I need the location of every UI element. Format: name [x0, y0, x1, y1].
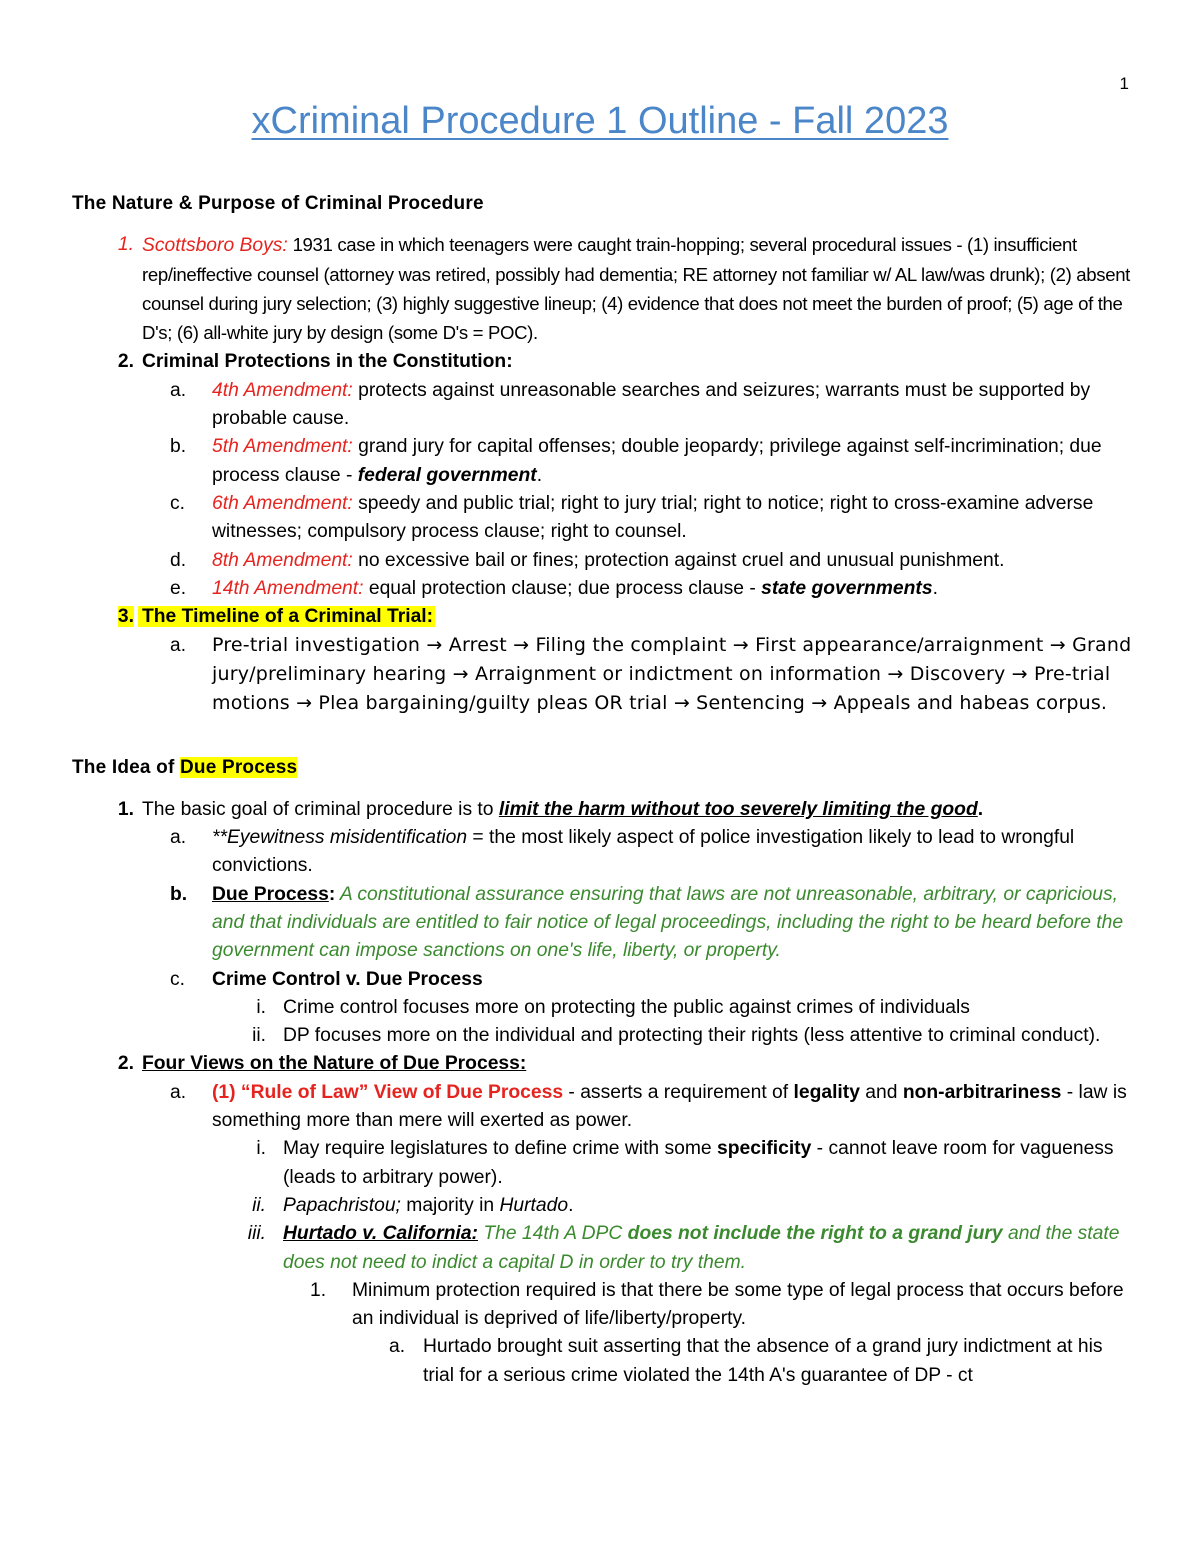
page-number: 1	[1119, 74, 1129, 93]
item-text: - cannot leave room for vagueness (leads to arbitrary power).	[283, 1138, 1114, 1188]
view-term: (1) “Rule of Law” View of Due Process	[212, 1081, 564, 1103]
case-name: Hurtado v. California:	[283, 1223, 478, 1245]
item-text: no excessive bail or fines; protection against cruel and unusual punishment.	[352, 549, 1005, 571]
list-item	[72, 796, 1132, 824]
item-text: protects against unreasonable searches and seizures; warrants must be supported by probable cause.	[212, 379, 1091, 430]
list-item	[72, 994, 1132, 1022]
item-text: Crime control focuses more on protecting the public against crimes of individuals	[283, 996, 970, 1018]
list-item	[72, 547, 1132, 575]
item-text: Hurtado brought suit asserting that the absence of a grand jury indictment at his trial for a serious crime violated the 14th A's guarantee of DP - ct	[423, 1336, 1103, 1386]
list-marker: c.	[170, 968, 185, 990]
item-label: Crime Control v. Due Process	[212, 968, 483, 990]
item-label: Four Views on the Nature of Due Process:	[142, 1053, 527, 1075]
item-text: and	[859, 1081, 903, 1103]
holding-emphasis: does not include the right to a grand jury	[627, 1223, 1003, 1245]
item-text: - law is something more than mere will exerted as power.	[212, 1081, 1127, 1132]
list-item	[72, 1022, 1132, 1050]
list-marker	[97, 603, 134, 631]
amendment-term: 4th Amendment:	[212, 379, 353, 401]
list-item	[72, 881, 1132, 966]
item-label: The Timeline of a Criminal Trial:	[138, 606, 435, 627]
list-item	[72, 1220, 1132, 1277]
list-marker: a.	[170, 379, 187, 401]
definition-term: Due Process	[212, 883, 329, 905]
list-marker: a.	[389, 1336, 406, 1358]
list-item	[72, 1050, 1132, 1078]
list-marker: b.	[170, 436, 187, 458]
amendment-term: 14th Amendment:	[212, 577, 364, 599]
highlighted-marker: 3.	[117, 606, 134, 628]
list-marker: b.	[170, 883, 188, 905]
emphasis: specificity	[717, 1138, 812, 1160]
item-text: The basic goal of criminal procedure is to	[142, 798, 499, 820]
amendment-term: 8th Amendment:	[212, 549, 353, 571]
document-title: xCriminal Procedure 1 Outline - Fall 2023	[251, 100, 949, 142]
list-marker: a.	[170, 1081, 187, 1103]
item-text: 1931 case in which teenagers were caught train-hopping; several procedural issues - (1) insufficient rep/ineffective counsel (attorney was retired, possibly had dementia; RE attorney not familiar w/ AL law/was drunk); (2) absent counsel during jury selection; (3) highly suggestive lineup; (4) evidence that does not meet the burden of proof; (5) age of the D's; (6) all-white jury by design (some D's = POC).	[142, 234, 1131, 344]
emphasis: limit the harm without too severely limiting the good	[498, 798, 978, 820]
emphasis: non-arbitrariness	[902, 1081, 1062, 1103]
amendment-term: 5th Amendment:	[212, 436, 353, 458]
item-text: grand jury for capital offenses; double jeopardy; privilege against self-incrimination; due process clause -	[212, 436, 1102, 486]
punctuation: .	[536, 464, 543, 486]
list-item	[72, 603, 1132, 631]
emphasis: legality	[793, 1081, 860, 1103]
holding-text: The 14th A DPC	[477, 1223, 628, 1245]
definition-text: A constitutional assurance ensuring that laws are not unreasonable, arbitrary, or capricious, and that individuals are entitled to fair notice of legal proceedings, including the right to be heard before the government can impose sanctions on one's life, liberty, or property.	[212, 883, 1124, 962]
list-marker: 2.	[117, 1053, 134, 1075]
list-item	[72, 1192, 1132, 1220]
list-marker: 1.	[310, 1279, 327, 1301]
section-heading: The Nature & Purpose of Criminal Procedure	[72, 193, 484, 214]
item-text: majority in	[400, 1194, 500, 1216]
list-marker: e.	[170, 577, 187, 599]
list-item	[72, 433, 1132, 490]
list-item	[72, 1135, 1132, 1192]
item-term: **Eyewitness misidentification	[212, 827, 468, 849]
list-marker: 2.	[117, 351, 134, 373]
punctuation: .	[977, 798, 984, 820]
heading-highlight: Due Process	[179, 757, 298, 779]
list-item	[72, 575, 1132, 603]
list-marker: i.	[256, 996, 266, 1018]
punctuation: .	[568, 1194, 574, 1216]
case-name: Hurtado	[499, 1194, 569, 1216]
case-name: Papachristou;	[283, 1194, 401, 1216]
holding-text: and the state does not need to indict a capital D in order to try them.	[283, 1223, 1120, 1273]
section-heading	[72, 754, 1132, 782]
emphasis: federal government	[357, 464, 537, 486]
list-marker: c.	[170, 492, 185, 514]
item-text: equal protection clause; due process clause -	[363, 577, 762, 599]
punctuation: .	[932, 577, 938, 599]
item-text: - asserts a requirement of	[563, 1081, 794, 1103]
list-marker: ii.	[252, 1194, 266, 1216]
item-text: Minimum protection required is that there be some type of legal process that occurs before an individual is deprived of life/liberty/property.	[352, 1279, 1124, 1330]
list-item	[72, 490, 1132, 547]
document-body	[72, 190, 1132, 1390]
item-label: Criminal Protections in the Constitution:	[142, 351, 513, 373]
list-marker: a.	[170, 635, 187, 657]
list-marker: ii.	[252, 1025, 266, 1047]
list-marker: 1.	[117, 798, 134, 820]
list-marker: 1.	[117, 234, 134, 256]
emphasis: state governments	[761, 577, 933, 599]
list-item	[72, 348, 1132, 376]
list-marker: i.	[256, 1138, 266, 1160]
item-text: speedy and public trial; right to jury trial; right to notice; right to cross-examine adverse witnesses; compulsory process clause; right to counsel.	[212, 492, 1094, 543]
amendment-term: 6th Amendment:	[212, 492, 353, 514]
item-text: May require legislatures to define crime with some	[283, 1138, 718, 1160]
case-name: Scottsboro Boys:	[142, 235, 288, 257]
list-item	[72, 966, 1132, 994]
list-item	[72, 1277, 1132, 1334]
heading-prefix: The Idea of	[72, 757, 180, 779]
punctuation: :	[328, 883, 336, 905]
list-item	[72, 631, 1132, 718]
list-item	[72, 824, 1132, 881]
list-item	[72, 377, 1132, 434]
list-marker: d.	[170, 549, 187, 571]
list-item	[72, 1333, 1132, 1390]
timeline-text: Pre-trial investigation → Arrest → Filing the complaint → First appearance/arraignment → Grand jury/preliminary hearing → Arraignment or indictment on information → Discovery → Pre-trial motions → Plea bargaining/guilty pleas OR trial → Sentencing → Appeals and habeas corpus.	[212, 634, 1132, 715]
list-item	[72, 231, 1132, 348]
list-marker: a.	[170, 827, 187, 849]
item-text: DP focuses more on the individual and protecting their rights (less attentive to criminal conduct).	[283, 1025, 1101, 1047]
item-text: = the most likely aspect of police investigation likely to lead to wrongful convictions.	[212, 827, 1075, 877]
list-item	[72, 1079, 1132, 1136]
list-marker: iii.	[247, 1223, 266, 1245]
